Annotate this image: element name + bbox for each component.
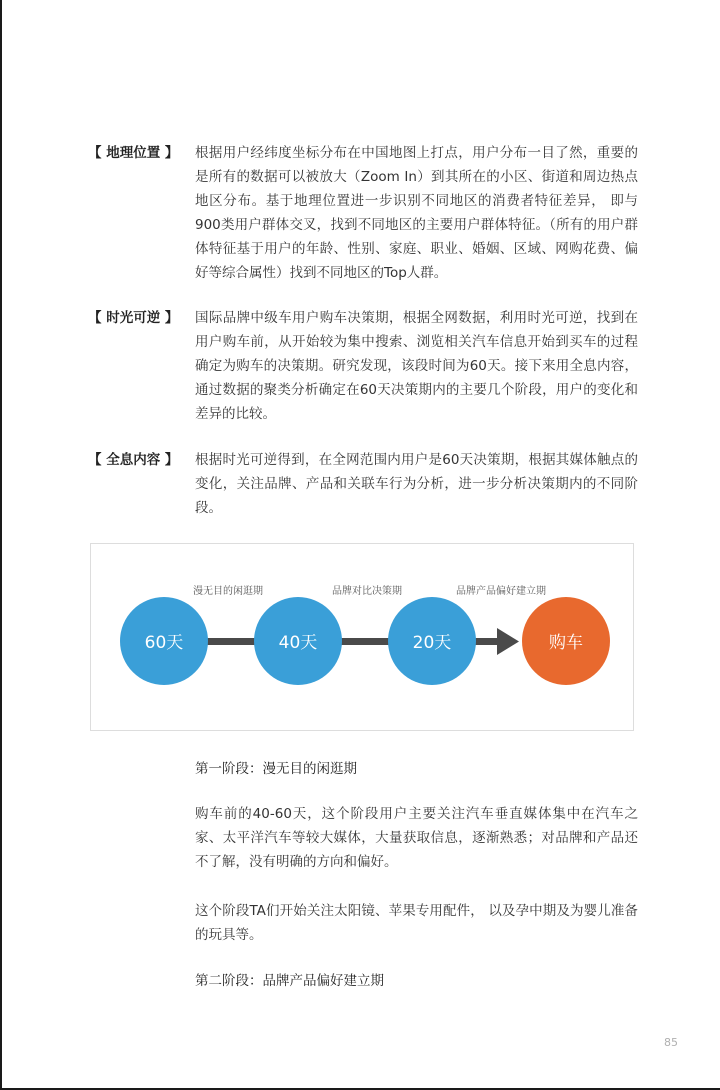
stage2-heading: 第二阶段：品牌产品偏好建立期 [195, 973, 384, 989]
node-label-20: 20天 [412, 633, 452, 653]
timeline-svg [91, 544, 635, 732]
connector-60-40 [201, 638, 261, 645]
stage1-heading: 第一阶段：漫无目的闲逛期 [195, 761, 357, 777]
stage1-paragraph-1: 购车前的40-60天，这个阶段用户主要关注汽车垂直媒体集中在汽车之家、太平洋汽车等较大媒体，大量获取信息，逐渐熟悉；对品牌和产品还不了解，没有明确的方向和偏好。 [195, 806, 638, 870]
node-label-purchase: 购车 [549, 633, 583, 653]
section-text: 根据时光可逆得到，在全网范围内用户是60天决策期，根据其媒体触点的变化，关注品牌、产品和关联车行为分析，进一步分析决策期内的不同阶段。 [195, 452, 638, 516]
section-label: 【 时光可逆 】 [88, 310, 179, 326]
section-text: 国际品牌中级车用户购车决策期，根据全网数据，利用时光可逆，找到在用户购车前，从开始较为集中搜索、浏览相关汽车信息开始到买车的过程确定为购车的决策期。研究发现，该段时间为60天。接下来用全息内容，通过数据的聚类分析确定在60天决策期内的主要几个阶段，用户的变化和差异的比较。 [195, 310, 638, 422]
page-left-edge [0, 0, 2, 1090]
page-number: 85 [664, 1036, 678, 1049]
stage1-paragraph-2: 这个阶段TA们开始关注太阳镜、苹果专用配件， 以及孕中期及为婴儿准备的玩具等。 [195, 903, 638, 943]
section-label: 【 地理位置 】 [88, 145, 179, 161]
arrow-head-icon [497, 628, 519, 655]
stage-label-compare: 品牌对比决策期 [332, 586, 402, 597]
section-label: 【 全息内容 】 [88, 452, 179, 468]
connector-40-20 [336, 638, 394, 645]
decision-timeline-diagram [90, 543, 634, 731]
node-label-40: 40天 [278, 633, 318, 653]
stage-label-wander: 漫无目的闲逛期 [193, 586, 263, 597]
section-text: 根据用户经纬度坐标分布在中国地图上打点，用户分布一目了然，重要的是所有的数据可以被放大（Zoom In）到其所在的小区、街道和周边热点地区分布。基于地理位置进一步识别不同地区的消费者特征差异， 即与900类用户群体交叉，找到不同地区的主要用户群体特征。（所有的用户群体特征基于用户的年龄、性别、家庭、职业、婚姻、区域、网购花费、偏好等综合属性）找到不同地区的Top人群。 [195, 145, 638, 281]
stage-label-preference: 品牌产品偏好建立期 [456, 586, 546, 597]
node-label-60: 60天 [144, 633, 184, 653]
